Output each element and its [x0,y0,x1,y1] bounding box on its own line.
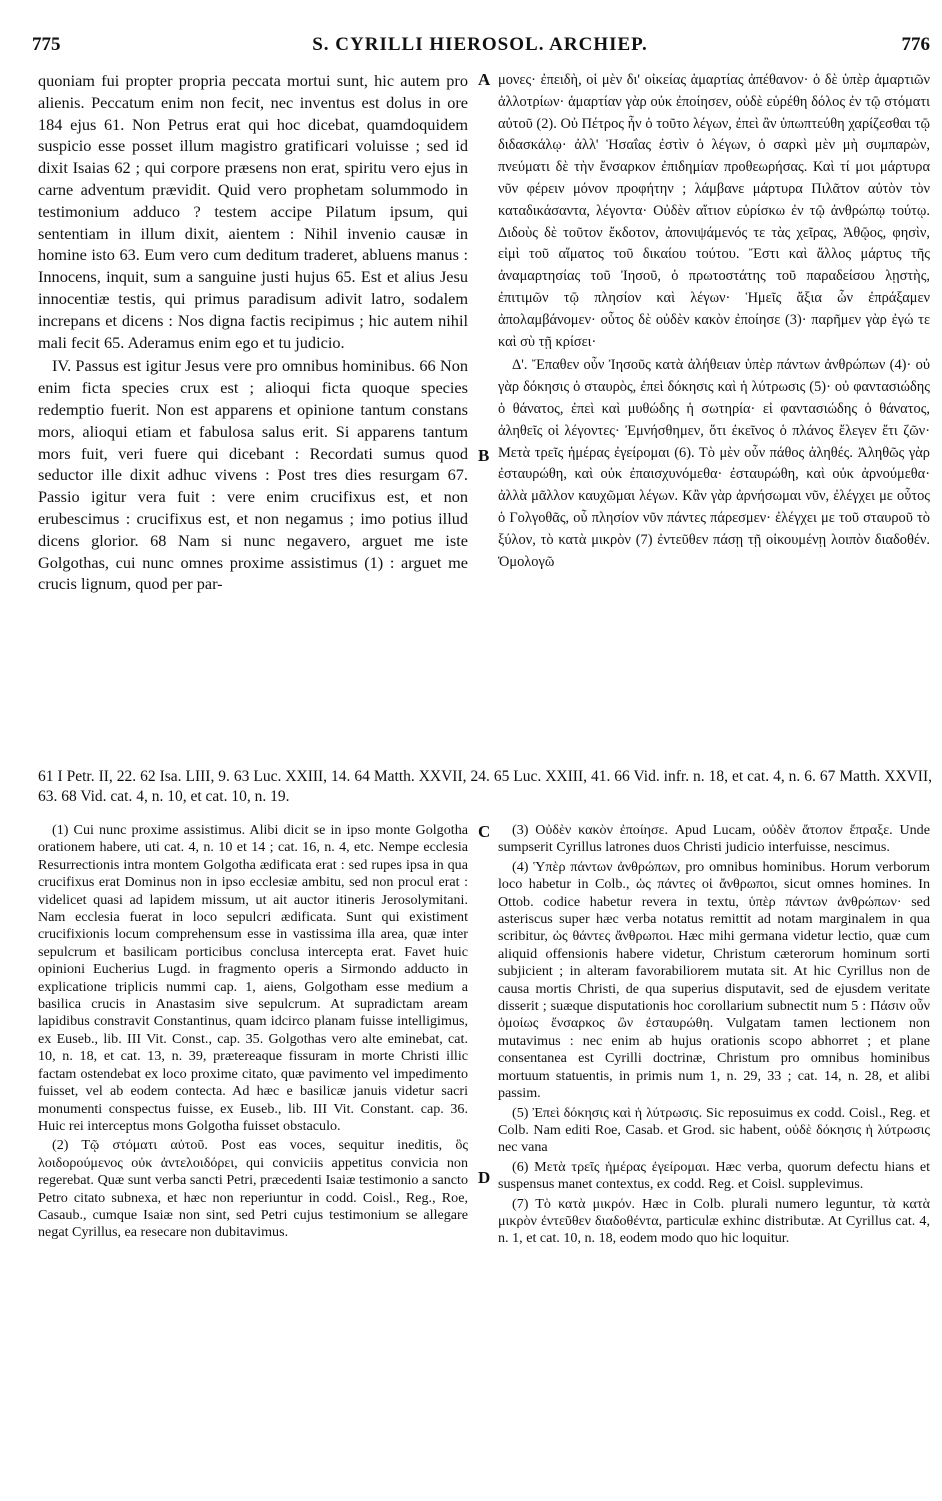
footnote-7: (7) Τὸ κατὰ μικρόν. Hæc in Colb. plurali numero leguntur, τὰ κατὰ μικρὸν ἐντεῦθεν διαδοθέντα, particulæ exhinc distributæ. At Cyrillus cat. 4, n. 1, et cat. 10, n. 18, eodem modo quo hic loquitur. [498,1195,930,1247]
page-number-left: 775 [32,34,61,55]
latin-paragraph-1: quoniam fui propter propria peccata mortui sunt, hic autem pro alienis. Peccatum enim non fecit, nec inventus est dolus in ore 184 ejus 61. Non Petrus erat qui hoc dicebat, quamdoquidem suspicio esse posset illum magistro gratificari voluisse ; sed id dixit Isaias 62 ; qui corpore præsens non erat, spiritu vero ejus in carne adventum prævidit. Quid vero prophetam solummodo in testimonium adduco ? testem accipe Pilatum ipsum, qui sententiam in illum dixit, aientem : Nihil invenio causæ in homine isto 63. Eum vero cum deditum traderet, abluens manus : Innocens, inquit, sum a sanguine justi hujus 65. Est et alius Jesu innocentiæ testis, qui primus paradisum adivit latro, sodalem increpans et dicens : Nos digna factis recipimus ; hic autem nihil mali fecit 65. Aderamus enim ego et tu judicio. [38,71,468,352]
footnote-4: (4) Ὑπὲρ πάντων ἀνθρώπων, pro omnibus hominibus. Horum verborum loco habetur in Colb., ὡς πάντες οἱ ἄνθρωποι, sicut omnes homines. In Ottob. codice habetur revera in textu, ὑπὲρ πάντων ἀνθρώπων· sed asteriscus super hæc verba notatus remittit ad notam marginalem in qua scribitur, ὡς θάντες ἄνθρωποι. Hæc mihi germana videtur lectio, quæ cum aliquid offensionis habere videtur, Christum cæterorum hominum sorti subjicient ; in alteram favorabiliorem mutata sit. At hic Cyrillus non de causa mortis Christi, de qua superius disputavit, sed de ejusdem veritate disserit ; suæque disputationis hoc corollarium subnectit num 5 : Πάσιν οὖν ὁμοίως ἔνσαρκος ὢν ἐσταυρώθη. Vulgatam tamen lectionem non mutavimus : nec enim ab hujus orationis scopo abhorret ; et plane consentanea est Cyrilli doctrinæ, Christum pro omnibus hominibus mortuum statuentis, in primis num 1, n. 29, 33 ; cat. 14, n. 28, et alibi passim. [498,858,930,1102]
footnotes-left-column [38,822,468,1462]
margin-letter-a: A [478,70,491,89]
footnote-6: (6) Μετὰ τρεῖς ἡμέρας ἐγείρομαι. Hæc verba, quorum defectu hians et suspensus manet contextus, ex codd. Reg. et Coisl. supplevimus. [498,1158,930,1193]
greek-paragraph-2: Δ'. Ἔπαθεν οὖν Ἰησοῦς κατὰ ἀλήθειαν ὑπὲρ πάντων ἀνθρώπων (4)· οὐ γὰρ δόκησις ὁ σταυρὸς, ἐπεὶ δόκησις καὶ ἡ λύτρωσις (5)· οὐ φαντασιώδης ὁ θάνατος, ἐπεὶ καὶ μυθώδης ἡ σωτηρία· εἰ φαντασιώδης ὁ θάνατος, ἀληθεῖς οἱ λέγοντες· Ἐμνήσθημεν, ὅτι ἐκεῖνος ὁ πλάνος ἔλεγεν ἔτι ζῶν· Μετὰ τρεῖς ἡμέρας ἐγείρομαι (6). Τὸ μὲν οὖν πάθος ἀληθές. Ἀληθῶς γὰρ ἐσταυρώθη, καὶ οὐκ ἐπαισχυνόμεθα· ἐσταυρώθη, καὶ οὐκ ἀρνούμεθα· ἀλλὰ μᾶλλον καυχῶμαι λέγων. Κἂν γὰρ ἀρνήσωμαι νῦν, ἐλέγχει με οὗτος ὁ Γολγοθᾶς, οὗ πλησίον νῦν πάντες πάρεσμεν· ἐλέγχει με τοῦ σταυροῦ τὸ ξύλον, τὸ κατὰ μικρὸν (7) ἐντεῦθεν πάσῃ τῇ οἰκουμένῃ λοιπὸν διαδοθέν. Ὁμολογῶ [498,357,930,570]
latin-main-column [38,70,468,756]
footnotes-right-column [498,822,930,1462]
margin-letter-c: C [478,822,491,841]
running-header [30,34,930,58]
scripture-references: 61 I Petr. II, 22. 62 Isa. LIII, 9. 63 Luc. XXIII, 14. 64 Matth. XXVII, 24. 65 Luc. XXIII, 41. 66 Vid. infr. n. 18, et cat. 4, n. 6. 67 Matth. XXVII, 63. 68 Vid. cat. 4, n. 10, et cat. 10, n. 19. [38,768,932,805]
greek-paragraph-1: μονες· ἐπειδὴ, οἱ μὲν δι' οἰκείας ἁμαρτίας ἀπέθανον· ὁ δὲ ὑπὲρ ἁμαρτιῶν ἀλλοτρίων· ἁμαρτίαν γὰρ οὐκ ἐποίησεν, οὐδὲ εὑρέθη δόλος ἐν τῷ στόματι αὐτοῦ (2). Οὐ Πέτρος ἦν ὁ τοῦτο λέγων, ἐπεὶ ἂν ὑπωπτεύθη χαρίζεσθαι τῷ διδασκάλῳ· ἀλλ' Ἡσαΐας ἐστὶν ὁ λέγων, ὁ σαρκὶ μὲν μὴ συμπαρὼν, πνεύματι δὲ τὴν ἔνσαρκον ἐπιδημίαν προθεωρήσας. Καὶ τί μοι μάρτυρα νῦν φέρειν μόνον προφήτην ; λάμβανε μάρτυρα Πιλᾶτον αὐτὸν τὸν καταδικάσαντα, λέγοντα· Οὐδὲν αἴτιον εὑρίσκω ἐν τῷ ἀνθρώπῳ τούτῳ. Διδοὺς δὲ τοῦτον ἔκδοτον, ἀπονιψάμενός τε τὰς χεῖρας, Ἀθῷος, φησὶν, εἰμὶ τοῦ αἵματος τοῦ δικαίου τούτου. Ἔστι καὶ ἄλλος μάρτυς τῆς ἀναμαρτησίας τοῦ Ἰησοῦ, ὁ πρωτοστάτης τοῦ παραδείσου λῃστὴς, ἐπιτιμῶν τῷ πλησίον καὶ λέγων· Ἡμεῖς ἄξια ὧν ἐπράξαμεν ἀπολαμβάνομεν· οὗτος δὲ οὐδὲν κακὸν ἐποίησε (3)· παρῆμεν γὰρ ἐγώ τε καὶ σὺ τῇ κρίσει· [498,72,930,350]
footnote-5: (5) Ἐπεὶ δόκησις καὶ ἡ λύτρωσις. Sic reposuimus ex codd. Coisl., Reg. et Colb. Nam editi Roe, Casab. et Grod. sic habent, οὐδὲ δόκησις ἡ λύτρωσις nec vana [498,1104,930,1156]
running-title: S. CYRILLI HIEROSOL. ARCHIEP. [312,34,648,55]
margin-letter-d: D [478,1168,491,1187]
latin-paragraph-2: IV. Passus est igitur Jesus vere pro omnibus hominibus. 66 Non enim ficta species crux est ; alioqui ficta quoque species redemptio fuerit. Non est apparens et opinione tantum constans mors, alioqui etiam et fabulosa salus erit. Si apparens tantum mors fuit, veri fuere qui dicebant : Recordati sumus quod seductor ille dixit adhuc vivens : Post tres dies resurgam 67. Passio igitur vera fuit : vere enim crucifixus est, et non erubescimus : crucifixus est, et non negamus ; imo potius illud dicens glorior. 68 Nam si nunc negavero, arguet me iste Golgothas, cui nunc omnes proxime assistimus (1) : arguet me crucis lignum, quod per par- [38,356,468,594]
margin-letter-b: B [478,446,490,465]
page-number-right: 776 [901,34,930,55]
greek-main-column [498,70,930,756]
footnote-2: (2) Τῷ στόματι αὐτοῦ. Post eas voces, sequitur ineditis, ὃς λοιδορούμενος οὐκ ἀντελοιδόρει, qui conviciis appetitus convicia non regerebat. Quæ sunt verba sancti Petri, præcedenti Isaiæ testimonio a sancto Petro citato subnexa, et hæc non reperiuntur in codd. Coisl., Reg., Roe, Casaub., cumque Isaiæ non sint, sed Petri cujus testimonium se allegare negat Cyrillus, ea resecare non dubitavimus. [38,1137,468,1241]
footnote-1: (1) Cui nunc proxime assistimus. Alibi dicit se in ipso monte Golgotha orationem habere, uti cat. 4, n. 10 et 14 ; cat. 16, n. 4, etc. Nempe ecclesia Resurrectionis intra montem Golgotha ædificata erat : sed rupes ipsa in qua crucifixus erat Dominus non in ipso ecclesiæ ambitu, sed non procul erat : videlicet quasi ad lapidem missum, ut ait auctor itineris Jerosolymitani. Nam ecclesia fuerat in loco sepulcri ædificata. Sunt qui existiment crucifixionis locum comprehensum esse in vastissima illa area, quæ inter sepulcrum et basilicam porticibus conclusa intercepta erat. Favet huic opinioni Eucherius Lugd. in fragmento operis a Sirmondo adducto in explicatione triplicis nummi cap. 1, aiens, Golgotham esse medium a basilica crucis in Anastasim sive sepulcrum. At supradictam aream lapidibus constravit Constantinus, quam idcirco planam fuisse intelligimus, ex Euseb., lib. III Vit. Const., cap. 35. Golgothas vero alte eminebat, cat. 10, n. 18, et cat. 13, n. 39, prætereaque fissuram in morte Christi illic factam ostendebat ex loco proxime citato, quæ pavimento vel impedimento fuisset, vel ab eodem contecta. Ad hæc e basilicæ januis videtur sacri monumenti conspectus fuisse, ex Euseb., lib. III Vit. Constant. cap. 36. Huic rei interceptus mons Golgotha fuisset obstaculo. [38,822,468,1134]
footnote-3: (3) Οὐδὲν κακὸν ἐποίησε. Apud Lucam, οὐδὲν ἄτοπον ἔπραξε. Unde sumpserit Cyrillus latrones duos Christi judicio interfuisse, nescimus. [498,822,930,856]
